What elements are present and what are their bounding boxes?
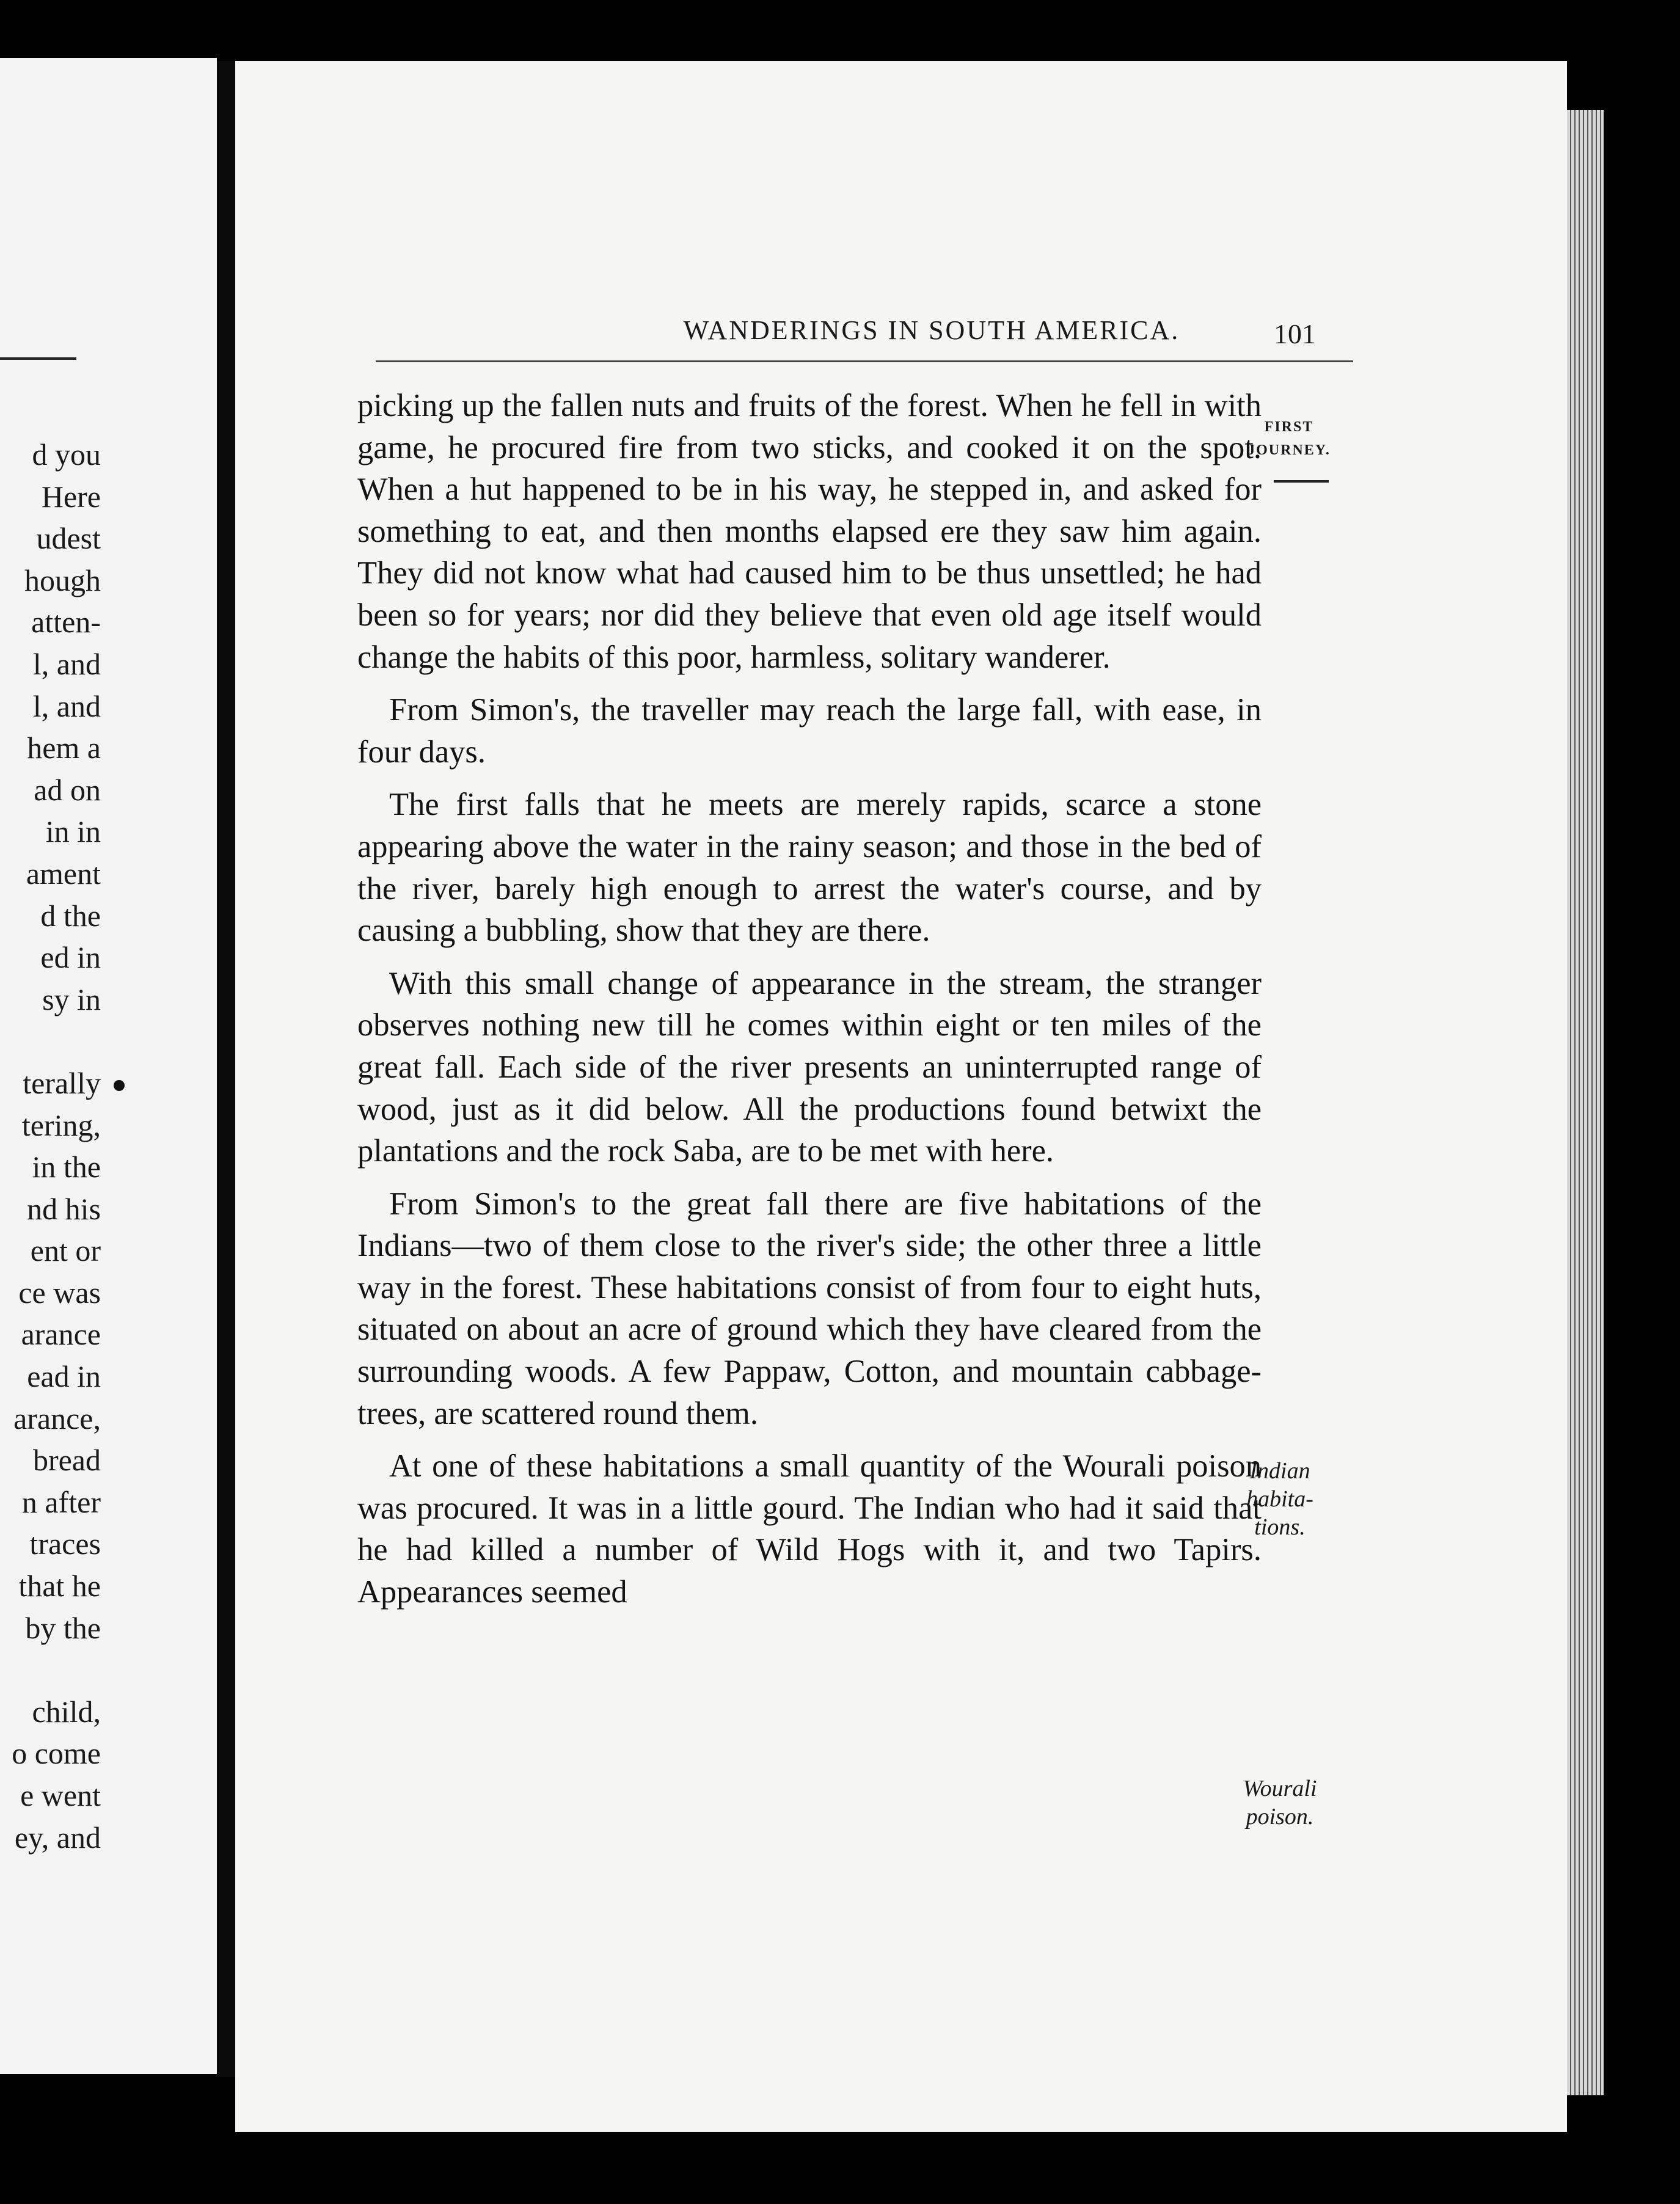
margin-note-line: Wourali <box>1243 1776 1317 1801</box>
main-page <box>235 61 1567 2132</box>
left-line: arance <box>21 1317 101 1352</box>
left-line: bread <box>32 1443 101 1478</box>
left-line: l, and <box>32 646 101 681</box>
left-line: ent or <box>30 1233 101 1268</box>
left-line: terally <box>23 1065 101 1100</box>
left-line: atten- <box>31 605 101 640</box>
left-line: by the <box>25 1610 101 1645</box>
left-line: tering, <box>21 1107 101 1142</box>
margin-note-line: Indian <box>1249 1458 1310 1484</box>
page-number: 101 <box>1274 318 1316 349</box>
left-line: n after <box>21 1484 101 1519</box>
left-line: l, and <box>32 688 101 723</box>
left-line: that he <box>18 1569 101 1604</box>
left-line: in the <box>32 1150 101 1184</box>
body-text <box>357 385 1262 1613</box>
margin-note-line: FIRST <box>1264 419 1314 435</box>
left-line: arance, <box>13 1401 101 1436</box>
margin-note-line: JOURNEY. <box>1247 442 1331 458</box>
left-line: Here <box>41 479 101 514</box>
paragraph-gap <box>0 1020 101 1062</box>
left-facing-page <box>0 58 217 2074</box>
left-page-rule <box>0 357 76 360</box>
left-line: o come <box>12 1736 101 1771</box>
left-line: ament <box>26 856 101 891</box>
left-line: ad on <box>34 772 101 807</box>
margin-note-wourali-poison <box>1228 1775 1332 1831</box>
paragraph: picking up the fallen nuts and fruits of the forest. When he fell in with game, he procured fire from two sticks, and cooked it on the spot. When a hut happened to be in his way, he stepped in, and asked for something to eat, and then months elapsed ere they saw him again. They did not know what had caused him to be thus unsettled; he had been so for years; nor did they believe that even old age itself would change the habits of this poor, harmless, solitary wanderer. <box>357 388 1262 675</box>
paragraph-gap <box>0 1649 101 1691</box>
left-line: in in <box>45 814 101 849</box>
book-gutter <box>217 61 235 2077</box>
left-line: ce was <box>18 1275 101 1310</box>
left-page-text <box>0 434 101 1858</box>
left-line: traces <box>29 1527 101 1561</box>
paragraph: From Simon's, the traveller may reach the large fall, with ease, in four days. <box>357 692 1262 770</box>
page-edges <box>1567 110 1604 2095</box>
running-title: WANDERINGS IN SOUTH AMERICA. <box>683 315 1180 345</box>
margin-note-line: habita- <box>1246 1486 1313 1512</box>
paragraph: From Simon's to the great fall there are five habitations of the Indians—two of them close to the river's side; the other three a little way in the forest. These habitations consist of from four to eight huts, situated on about an acre of ground which they have cleared from the surrounding woods. A few Pappaw, Cotton, and mountain cabbage-trees, are scattered round them. <box>357 1186 1262 1431</box>
left-line: hough <box>24 563 101 597</box>
left-line: sy in <box>42 982 101 1016</box>
margin-note-line: poison. <box>1246 1804 1314 1830</box>
margin-note-line: tions. <box>1254 1514 1306 1540</box>
left-line: hem a <box>27 731 101 765</box>
left-line: d you <box>32 437 101 472</box>
paragraph: At one of these habitations a small quantity of the Wourali poison was procured. It was in a little gourd. The Indian who had it said that he had killed a number of Wild Hogs with it, and two Tapirs. Appearances seemed <box>357 1448 1262 1610</box>
left-line: child, <box>32 1694 101 1729</box>
ink-dot <box>114 1080 125 1091</box>
paragraph: With this small change of appearance in the stream, the stranger observes nothing new till he comes within eight or ten miles of the great fall. Each side of the river presents an uninterrupted range of wood, just as it did below. All the productions found betwixt the plantations and the rock Saba, are to be met with here. <box>357 965 1262 1169</box>
header-rule <box>376 360 1353 362</box>
left-line: d the <box>40 898 101 933</box>
left-line: ed in <box>40 940 101 975</box>
left-line: ead in <box>27 1359 101 1394</box>
left-line: udest <box>36 521 101 556</box>
margin-note-rule <box>1274 480 1329 483</box>
paragraph: The first falls that he meets are merely rapids, scarce a stone appearing above the water in the rainy season; and those in the bed of the river, barely high enough to arrest the water's course, and by causing a bubbling, show that they are there. <box>357 787 1262 949</box>
left-line: e went <box>20 1778 101 1812</box>
left-line: ey, and <box>14 1820 101 1855</box>
left-line: nd his <box>27 1191 101 1226</box>
